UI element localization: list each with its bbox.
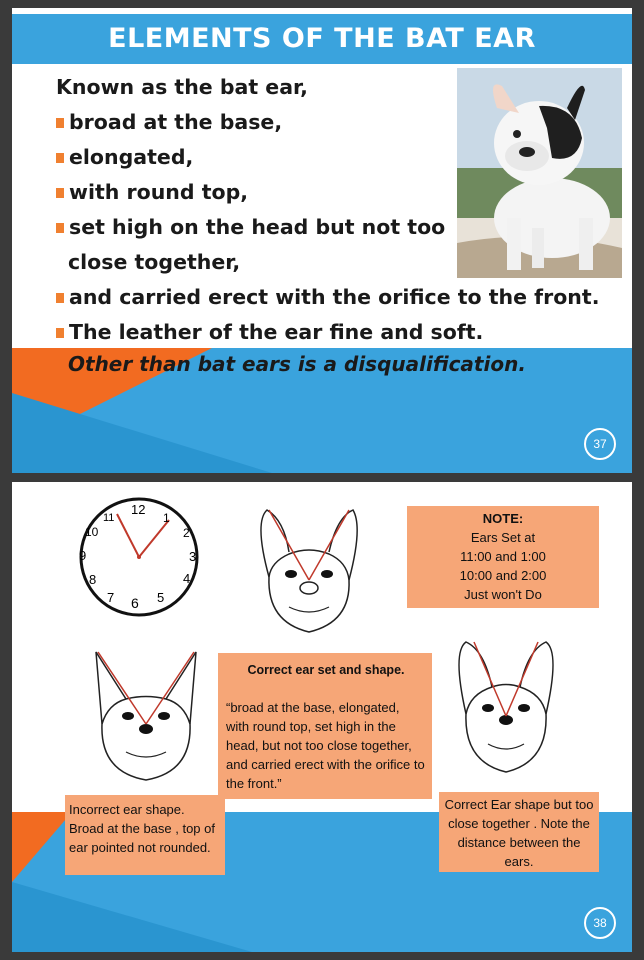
correct-ear-box (218, 653, 432, 799)
disqualification-note: Other than bat ears is a disqualification. (68, 352, 526, 376)
correct-ear-heading: Correct ear set and shape. (247, 663, 405, 677)
dog-head-sketch-pointed-ears (84, 644, 209, 789)
slide-title-bar (12, 8, 632, 64)
standard-quote: “broad at the base, elongated, with round top, set high in the head, but not too close together, and carried erect with the orifice to the front.” (226, 700, 425, 791)
bullet-square-icon (56, 118, 64, 128)
bullet-item: broad at the base, (56, 105, 616, 140)
bullet-square-icon (56, 153, 64, 163)
note-line: 11:00 and 1:00 (460, 549, 546, 564)
slide-37 (12, 8, 632, 473)
note-heading: NOTE: (482, 511, 524, 526)
clock-number: 9 (79, 548, 87, 563)
clock-number: 12 (131, 502, 146, 517)
bullet-square-icon (56, 293, 64, 303)
bullet-item: The leather of the ear fine and soft. (56, 315, 616, 350)
clock-number: 10 (85, 525, 99, 539)
bullet-square-icon (56, 328, 64, 338)
bullet-item: set high on the head but not too (56, 210, 616, 245)
note-line: Ears Set at (470, 530, 536, 545)
bullet-item: with round top, (56, 175, 616, 210)
note-box (407, 506, 599, 608)
intro-text: Known as the bat ear, (56, 75, 308, 99)
bullet-square-icon (56, 223, 64, 233)
page-number: 37 (584, 428, 616, 460)
close-ears-caption: Correct Ear shape but too close together . Note the distance between the ears. (439, 792, 599, 872)
dog-head-sketch-close-ears (442, 632, 572, 782)
clock-number: 11 (103, 512, 115, 524)
clock-number: 3 (189, 549, 197, 564)
bullet-item: elongated, (56, 140, 616, 175)
note-line: 10:00 and 2:00 (459, 568, 547, 583)
clock-number: 7 (107, 590, 115, 605)
clock-number: 5 (157, 590, 165, 605)
incorrect-shape-caption: Incorrect ear shape. Broad at the base , top of ear pointed not rounded. (65, 795, 225, 875)
clock-number: 6 (131, 595, 139, 611)
bullet-continuation: close together, (68, 250, 241, 274)
slide-38 (12, 482, 632, 952)
clock-illustration (67, 492, 217, 622)
page-number: 38 (584, 907, 616, 939)
bullet-item: and carried erect with the orifice to the front. (56, 280, 616, 315)
clock-number: 8 (89, 572, 97, 587)
ear-description-list (56, 70, 616, 350)
dog-head-sketch-wide-ears (249, 502, 369, 642)
clock-number: 4 (183, 571, 191, 586)
clock-number: 2 (183, 526, 190, 540)
slide-title: ELEMENTS OF THE BAT EAR (108, 23, 536, 54)
clock-number: 1 (163, 511, 170, 525)
bullet-square-icon (56, 188, 64, 198)
note-line: Just won't Do (464, 587, 542, 602)
